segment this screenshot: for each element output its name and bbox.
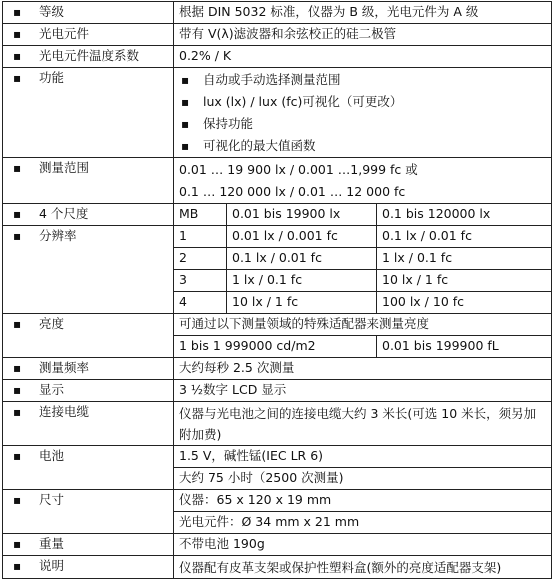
resolution-a: 0.01 lx / 0.001 fc bbox=[227, 226, 377, 248]
row-label: 分辨率 bbox=[39, 228, 77, 243]
row-label: 测量频率 bbox=[39, 360, 90, 375]
row-label: 显示 bbox=[39, 382, 65, 397]
row-value: 1.5 V，碱性锰(IEC LR 6) bbox=[174, 446, 552, 468]
resolution-index: 3 bbox=[174, 270, 227, 292]
row-label: 测量范围 bbox=[39, 160, 90, 175]
resolution-index: 4 bbox=[174, 292, 227, 314]
resolution-b: 0.1 lx / 0.01 fc bbox=[377, 226, 552, 248]
row-label: 重量 bbox=[39, 536, 65, 551]
bullet-icon bbox=[13, 47, 39, 65]
row-battery bbox=[3, 446, 552, 468]
bullet-icon bbox=[13, 69, 39, 87]
bullet-icon bbox=[13, 359, 39, 377]
list-item: ▪可视化的最大值函数 bbox=[179, 135, 546, 157]
row-label: 4 个尺度 bbox=[39, 206, 89, 221]
luminance-range-1: 1 bis 1 999000 cd/m2 bbox=[174, 336, 377, 358]
row-functions bbox=[3, 68, 552, 158]
range-line-2: 0.1 … 120 000 lx / 0.01 … 12 000 fc bbox=[179, 184, 406, 199]
row-value: 光电元件：Ø 34 mm x 21 mm bbox=[174, 512, 552, 534]
resolution-index: 2 bbox=[174, 248, 227, 270]
row-label: 光电元件温度系数 bbox=[39, 48, 140, 63]
list-item: ▪lux (lx) / lux (fc)可视化（可更改） bbox=[179, 91, 546, 113]
row-value: 仪器配有皮革支架或保护性塑料盒(额外的亮度适配器支架) bbox=[174, 556, 552, 579]
resolution-a: 1 lx / 0.1 fc bbox=[227, 270, 377, 292]
row-tempco bbox=[3, 46, 552, 68]
bullet-icon bbox=[13, 403, 39, 421]
row-notes bbox=[3, 556, 552, 579]
row-value: 0.2% / K bbox=[174, 46, 552, 68]
scale-header-mb: MB bbox=[174, 204, 227, 226]
row-label: 说明 bbox=[39, 558, 65, 573]
row-size bbox=[3, 490, 552, 512]
bullet-icon bbox=[179, 113, 203, 135]
row-rate bbox=[3, 358, 552, 380]
row-value: 仪器：65 x 120 x 19 mm bbox=[174, 490, 552, 512]
bullet-icon bbox=[13, 535, 39, 553]
bullet-icon bbox=[13, 491, 39, 509]
resolution-a: 10 lx / 1 fc bbox=[227, 292, 377, 314]
bullet-icon bbox=[13, 3, 39, 21]
row-label: 等级 bbox=[39, 4, 65, 19]
row-label: 功能 bbox=[39, 70, 65, 85]
list-item: ▪ 自动或手动选择测量范围 bbox=[179, 69, 546, 91]
scale-range-1: 0.01 bis 19900 lx bbox=[227, 204, 377, 226]
row-value: 可通过以下测量领域的特殊适配器来测量亮度 bbox=[174, 314, 552, 336]
row-range bbox=[3, 158, 552, 204]
bullet-icon bbox=[179, 91, 203, 113]
resolution-b: 1 lx / 0.1 fc bbox=[377, 248, 552, 270]
bullet-icon bbox=[179, 69, 203, 91]
row-value: 仪器与光电池之间的连接电缆大约 3 米长(可选 10 米长，须另加附加费) bbox=[174, 402, 552, 446]
row-class bbox=[3, 2, 552, 24]
row-value: 3 ½数字 LCD 显示 bbox=[174, 380, 552, 402]
row-value: 带有 V(λ)滤波器和余弦校正的硅二极管 bbox=[174, 24, 552, 46]
list-item: ▪保持功能 bbox=[179, 113, 546, 135]
range-line-1: 0.01 … 19 900 lx / 0.001 …1,999 fc 或 bbox=[179, 162, 418, 177]
resolution-index: 1 bbox=[174, 226, 227, 248]
row-label: 光电元件 bbox=[39, 26, 90, 41]
bullet-icon bbox=[13, 227, 39, 245]
bullet-icon bbox=[13, 557, 39, 575]
bullet-icon bbox=[13, 25, 39, 43]
row-value: 不带电池 190g bbox=[174, 534, 552, 556]
row-label: 尺寸 bbox=[39, 492, 65, 507]
bullet-icon bbox=[13, 159, 39, 177]
bullet-icon bbox=[179, 135, 203, 157]
row-label: 电池 bbox=[39, 448, 65, 463]
row-resolution bbox=[3, 226, 552, 248]
function-list bbox=[179, 69, 546, 157]
row-value: 根据 DIN 5032 标准，仪器为 B 级，光电元件为 A 级 bbox=[174, 2, 552, 24]
spec-table bbox=[2, 1, 552, 579]
luminance-range-2: 0.01 bis 199900 fL bbox=[377, 336, 552, 358]
resolution-a: 0.1 lx / 0.01 fc bbox=[227, 248, 377, 270]
row-cell bbox=[3, 24, 552, 46]
row-display bbox=[3, 380, 552, 402]
row-cable bbox=[3, 402, 552, 446]
bullet-icon bbox=[13, 381, 39, 399]
bullet-icon bbox=[13, 447, 39, 465]
row-label: 亮度 bbox=[39, 316, 65, 331]
row-label: 连接电缆 bbox=[39, 404, 90, 419]
row-value: 大约每秒 2.5 次测量 bbox=[174, 358, 552, 380]
resolution-b: 100 lx / 10 fc bbox=[377, 292, 552, 314]
bullet-icon bbox=[13, 315, 39, 333]
resolution-b: 10 lx / 1 fc bbox=[377, 270, 552, 292]
row-value: 大约 75 小时（2500 次测量) bbox=[174, 468, 552, 490]
row-scales bbox=[3, 204, 552, 226]
row-weight bbox=[3, 534, 552, 556]
row-luminance bbox=[3, 314, 552, 336]
bullet-icon bbox=[13, 205, 39, 223]
scale-range-2: 0.1 bis 120000 lx bbox=[377, 204, 552, 226]
